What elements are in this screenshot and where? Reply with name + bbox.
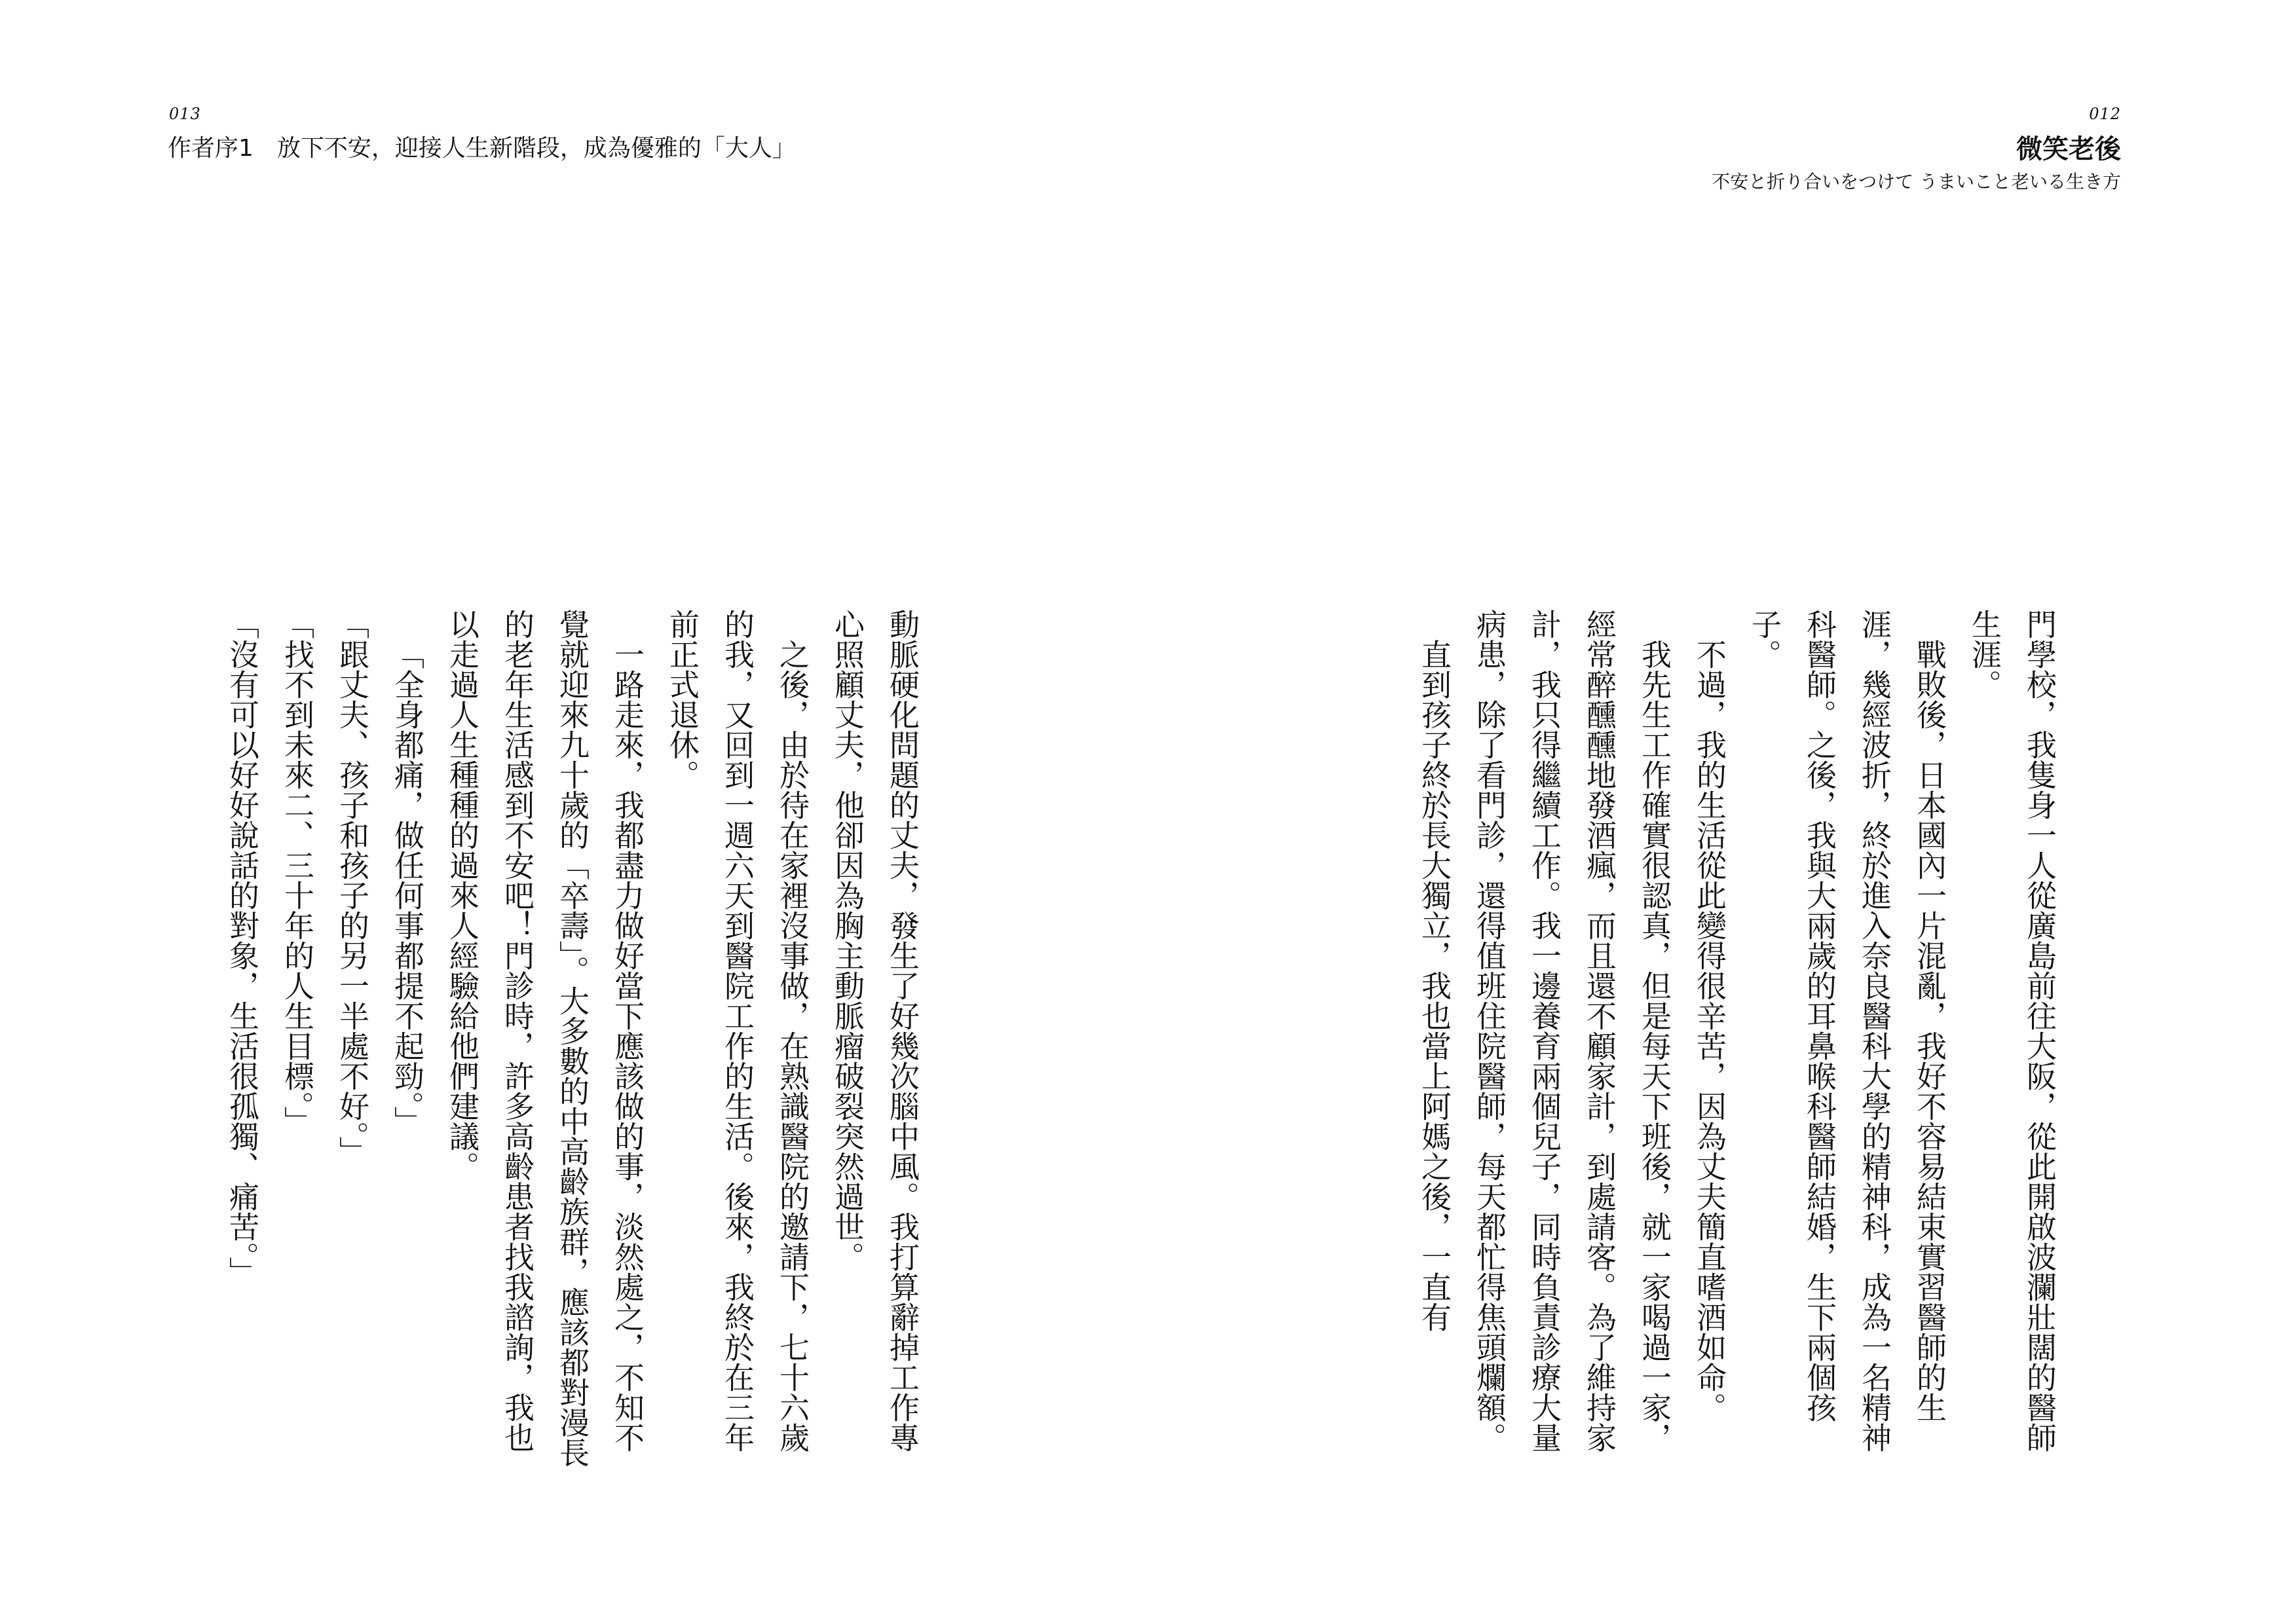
paragraph: 之後，由於待在家裡沒事做，在熟識醫院的邀請下，七十六歲的我，又回到一週六天到醫院工作的生活。後來，我終於在三年前正式退休。 bbox=[665, 609, 810, 1452]
quote-paragraph: 「沒有可以好好說話的對象，生活很孤獨、痛苦。」 bbox=[225, 609, 260, 1287]
paragraph: 直到孩子終於長大獨立，我也當上阿媽之後，一直有 bbox=[1417, 639, 1452, 1332]
book-subtitle: 不安と折り合いをつけて うまいこと老いる生き方 bbox=[1712, 171, 2121, 193]
page-number: 012 bbox=[2089, 105, 2121, 123]
body-text bbox=[164, 609, 930, 1473]
quote-paragraph: 「全身都痛，做任何事都提不起勁。」 bbox=[390, 639, 425, 1136]
paragraph: 一路走來，我都盡力做好當下應該做的事，淡然處之，不知不覺就迎來九十歲的「卒壽」。大多數的中高齡族群，應該都對漫長的老年生活感到不安吧！門診時，許多高齡患者找我諮詢，我也以走過人生種種的過來人經驗給他們建議。 bbox=[445, 609, 645, 1467]
book-title: 微笑老後 bbox=[2016, 134, 2121, 164]
right-page bbox=[1145, 0, 2290, 1624]
paragraph: 門學校，我隻身一人從廣島前往大阪，從此開啟波瀾壯闊的醫師生涯。 bbox=[1967, 609, 2057, 1452]
paragraph: 不過，我的生活從此變得很辛苦，因為丈夫簡直嗜酒如命。 bbox=[1692, 639, 1727, 1422]
paragraph: 我先生工作確實很認真，但是每天下班後，就一家喝過一家，經常醉醺醺地發酒瘋，而且還不顧家計，到處請客。為了維持家計，我只得繼續工作。我一邊養育兩個兒子，同時負責診療大量病患，除了看門診，還得值班住院醫師，每天都忙得焦頭爛額。 bbox=[1472, 609, 1672, 1452]
quote-paragraph: 「找不到未來二、三十年的人生目標。」 bbox=[280, 609, 315, 1136]
chapter-running-head: 作者序1 放下不安，迎接人生新階段，成為優雅的「大人」 bbox=[168, 135, 796, 162]
body-text bbox=[1412, 609, 2067, 1473]
page-number: 013 bbox=[169, 105, 201, 123]
paragraph: 動脈硬化問題的丈夫，發生了好幾次腦中風。我打算辭掉工作專心照顧丈夫，他卻因為胸主動脈瘤破裂突然過世。 bbox=[830, 609, 920, 1452]
quote-paragraph: 「跟丈夫、孩子和孩子的另一半處不好。」 bbox=[335, 609, 370, 1166]
paragraph: 戰敗後，日本國內一片混亂，我好不容易結束實習醫師的生涯，幾經波折，終於進入奈良醫科大學的精神科，成為一名精神科醫師。之後，我與大兩歲的耳鼻喉科醫師結婚，生下兩個孩子。 bbox=[1747, 609, 1947, 1452]
